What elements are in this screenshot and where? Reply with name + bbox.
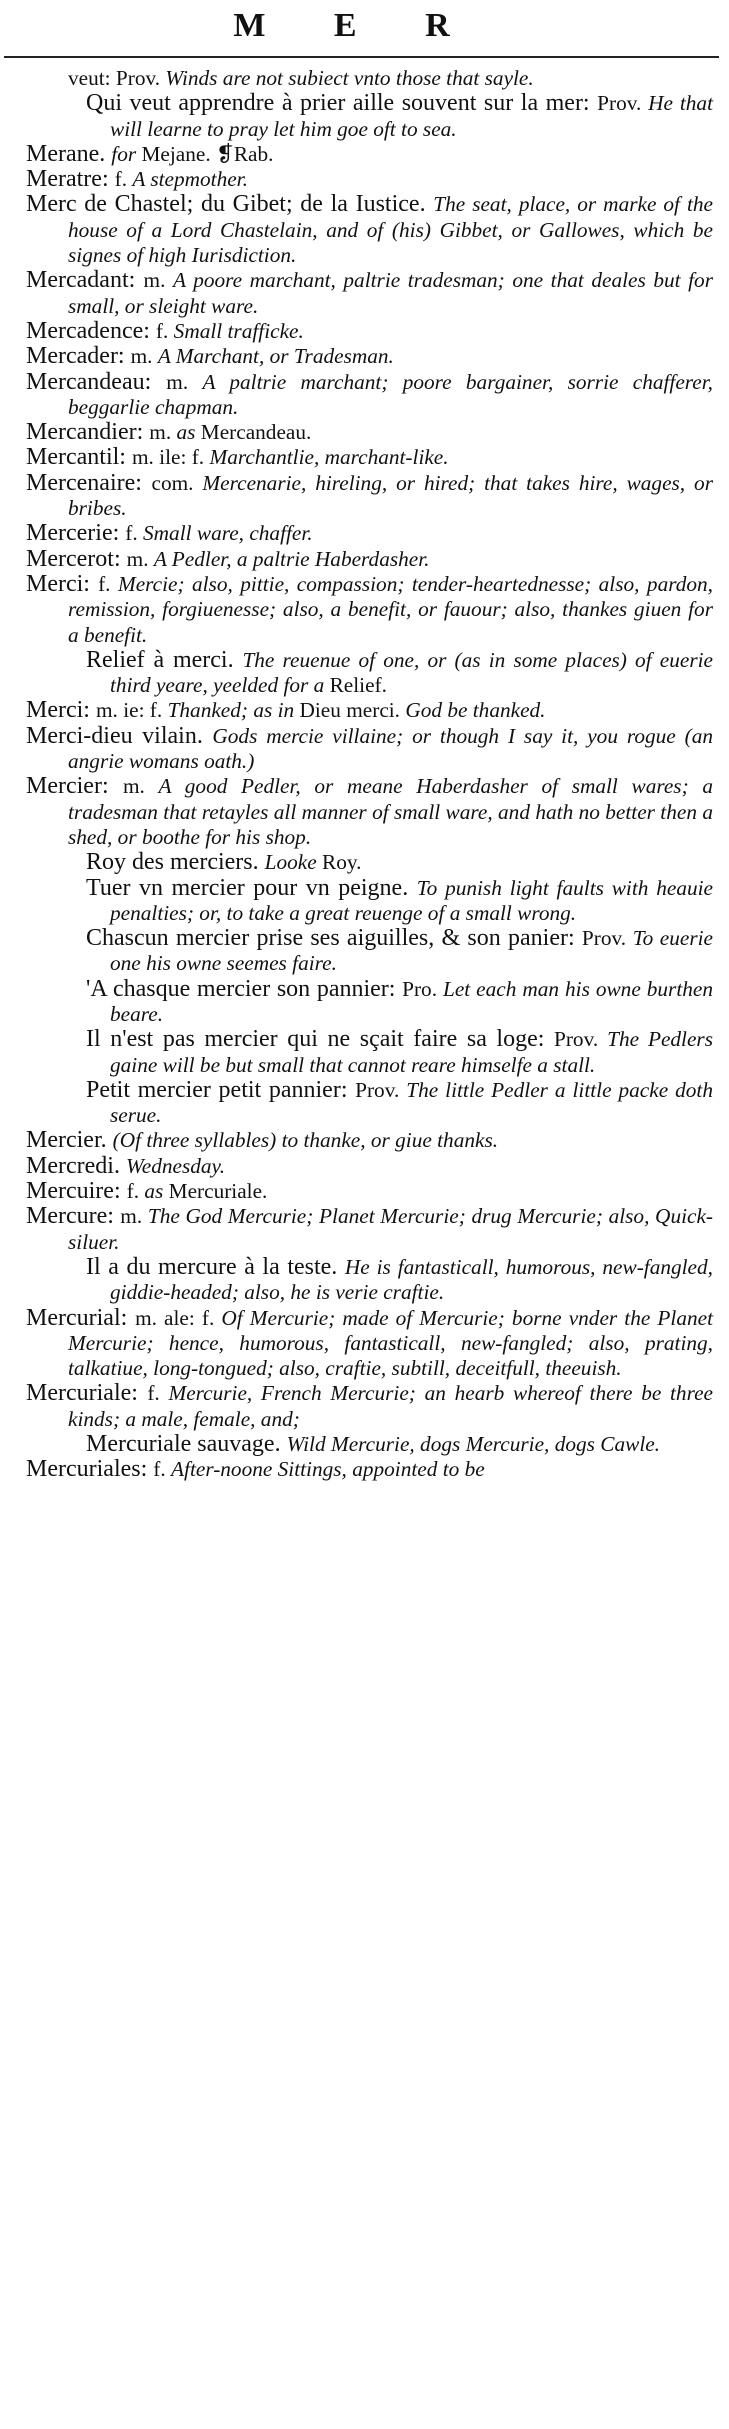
grammar-note: m. ale: f. (135, 1305, 222, 1330)
english-gloss: Thanked; as in (167, 698, 295, 723)
headword: Mercerie: (26, 520, 126, 547)
headword: Merci: (26, 697, 96, 724)
english-gloss: The seat, place, or marke of the house of a Lord Chastelain, and of (his) Gibbet, or Gallowes, which be signes of high Iurisdiction. (68, 192, 713, 268)
english-gloss: as (144, 1179, 164, 1204)
dictionary-entry (26, 1154, 713, 1179)
dictionary-entry (26, 1457, 713, 1482)
english-gloss: Wednesday. (125, 1153, 226, 1178)
headword: Qui veut apprendre à prier aille souvent sur la mer: (86, 90, 598, 117)
grammar-note: Prov. (581, 926, 633, 951)
english-gloss: A poore marchant, paltrie tradesman; one that deales but for small, or sleight ware. (68, 268, 713, 318)
english-gloss: God be thanked. (405, 698, 546, 723)
dictionary-entry (26, 521, 713, 546)
dictionary-entry (68, 1078, 713, 1129)
dictionary-entry (26, 547, 713, 572)
dictionary-entry (26, 192, 713, 268)
grammar-note: m. (130, 344, 158, 369)
dictionary-entry (68, 91, 713, 142)
grammar-note: m. ile: f. (131, 445, 210, 470)
page-title: M E R (233, 7, 480, 44)
english-gloss: To euerie one his owne seemes faire. (110, 926, 714, 976)
dictionary-entry (68, 1027, 713, 1078)
dictionary-entry (68, 66, 713, 91)
grammar-note: Prov. (355, 1077, 407, 1102)
english-gloss: Mercenarie, hireling, or hired; that takes hire, wages, or bribes. (68, 470, 713, 521)
grammar-note: f. (155, 318, 174, 343)
dictionary-entry (26, 1179, 713, 1204)
headword: Mercader: (26, 343, 131, 370)
headword: Mercuriale sauvage. (86, 1431, 287, 1458)
grammar-note: f. (125, 521, 144, 546)
header-rule (4, 56, 719, 58)
english-gloss: A stepmother. (132, 167, 248, 192)
english-gloss: (Of three syllables) to thanke, or giue thanks. (112, 1128, 499, 1153)
grammar-note: m. (122, 774, 159, 799)
dictionary-entry (26, 370, 713, 421)
english-gloss: Gods mercie villaine; or though I say it, you rogue (an angrie womans oath.) (68, 723, 714, 774)
grammar-note: com. (151, 470, 203, 495)
grammar-note: f. (126, 1179, 145, 1204)
grammar-note: f. (98, 571, 118, 596)
english-gloss: He that will learne to pray let him goe oft to sea. (110, 91, 713, 141)
dictionary-entry (26, 1306, 713, 1382)
dictionary-entry (26, 774, 713, 850)
grammar-note: f. (153, 1457, 172, 1482)
english-gloss: Small ware, chaffer. (143, 521, 313, 546)
dictionary-entry (26, 698, 713, 723)
dictionary-entry (26, 344, 713, 369)
grammar-note: Prov. (597, 91, 649, 116)
cross-reference: Relief. (324, 673, 387, 698)
headword: Tuer vn mercier pour vn peigne. (86, 874, 417, 901)
english-gloss: A Marchant, or Tradesman. (157, 344, 394, 369)
headword: Merci: (26, 570, 99, 597)
dictionary-entry (68, 977, 713, 1028)
dictionary-entry (26, 724, 713, 775)
grammar-note: m. (126, 546, 154, 571)
grammar-note: f. (147, 1381, 169, 1406)
headword: Merane. (26, 140, 112, 167)
headword: Merc de Chastel; du Gibet; de la Iustice. (26, 191, 434, 218)
dictionary-entry (68, 1432, 713, 1457)
grammar-note: m. (143, 268, 173, 293)
cross-reference: Roy. (316, 850, 362, 875)
grammar-note: Prov. (554, 1027, 608, 1052)
english-gloss: A Pedler, a paltrie Haberdasher. (153, 546, 430, 571)
dictionary-entry (26, 471, 713, 522)
headword: Mercuire: (26, 1178, 127, 1205)
dictionary-entry (26, 167, 713, 192)
english-gloss: for (111, 141, 137, 166)
cross-reference: Mercandeau. (195, 420, 312, 445)
dictionary-entry (68, 876, 713, 927)
english-gloss: Small trafficke. (173, 318, 304, 343)
english-gloss: Looke (264, 850, 317, 875)
dictionary-entry (26, 142, 713, 167)
dictionary-entry (26, 572, 713, 648)
headword: Mercurial: (26, 1304, 136, 1331)
headword: Relief à merci. (86, 646, 243, 673)
headword: Mercandier: (26, 419, 150, 446)
grammar-note: m. (166, 369, 203, 394)
english-gloss: Wild Mercurie, dogs Mercurie, dogs Cawle. (286, 1432, 661, 1457)
cross-reference: Mejane. ❡Rab. (136, 141, 274, 166)
english-gloss: The reuenue of one, or (as in some places) of euerie third yeare, yeelded for a (110, 647, 713, 698)
grammar-note: veut: Prov. (68, 66, 166, 90)
dictionary-entry (26, 1128, 713, 1153)
english-gloss: To punish light faults with heauie penalties; or, to take a great reuenge of a small wrong. (110, 875, 713, 925)
dictionary-entry (26, 445, 713, 470)
dictionary-entry (26, 1381, 713, 1432)
grammar-note: f. (114, 167, 133, 192)
headword: Mercuriale: (26, 1380, 148, 1407)
dictionary-entry (26, 420, 713, 445)
headword: Mercantil: (26, 444, 132, 471)
english-gloss: The Pedlers gaine will be but small that cannot reare himselfe a stall. (110, 1027, 714, 1077)
english-gloss: A good Pedler, or meane Haberdasher of small wares; a tradesman that retayles all manner of small ware, and hath no better then a shed, or boothe for his shop. (68, 774, 713, 849)
english-gloss: The God Mercurie; Planet Mercurie; drug Mercurie; also, Quick-siluer. (68, 1204, 714, 1254)
headword: 'A chasque mercier son pannier: (86, 975, 403, 1002)
headword: Mercadence: (26, 317, 156, 344)
headword: Mercandeau: (26, 368, 167, 395)
english-gloss: Mercie; also, pittie, compassion; tender-heartednesse; also, pardon, remission, forgiuenesse; also, a benefit, or fauour; also, thankes giuen for a benefit. (68, 571, 713, 647)
headword: Mercerot: (26, 545, 127, 572)
english-gloss: Winds are not subiect vnto those that sayle. (165, 66, 534, 90)
headword: Mercier. (26, 1127, 113, 1154)
english-gloss: The little Pedler a little packe doth serue. (110, 1077, 713, 1128)
english-gloss: Marchantlie, marchant-like. (209, 445, 449, 470)
headword: Mercure: (26, 1203, 121, 1230)
cross-reference: Mercuriale. (163, 1179, 268, 1204)
headword: Mercenaire: (26, 469, 152, 496)
grammar-note: m. (120, 1204, 148, 1229)
headword: Chascun mercier prise ses aiguilles, & son panier: (86, 925, 582, 952)
english-gloss: Of Mercurie; made of Mercurie; borne vnder the Planet Mercurie; hence, humorous, fantasticall, new-fangled; also, prating, talkatiue, long-tongued; also, craftie, subtill, deceitfull, theeuish. (68, 1305, 713, 1381)
dictionary-entry (68, 1255, 713, 1306)
english-gloss: Let each man his owne burthen beare. (110, 976, 713, 1026)
dictionary-entry (68, 850, 713, 875)
headword: Petit mercier petit pannier: (86, 1076, 356, 1103)
headword: Roy des merciers. (86, 849, 265, 876)
dictionary-entry (26, 1204, 713, 1255)
grammar-note: m. ie: f. (95, 698, 168, 723)
headword: Mercuriales: (26, 1456, 154, 1483)
english-gloss: After-noone Sittings, appointed to be (171, 1457, 485, 1482)
grammar-note: Pro. (402, 976, 443, 1001)
dictionary-entry (26, 268, 713, 319)
headword: Mercredi. (26, 1152, 126, 1179)
entries-list (0, 66, 713, 1483)
headword: Il n'est pas mercier qui ne sçait faire sa loge: (86, 1026, 554, 1053)
headword: Il a du mercure à la teste. (86, 1253, 345, 1280)
grammar-note: m. (149, 420, 177, 445)
headword: Mercier: (26, 773, 123, 800)
headword: Mercadant: (26, 267, 144, 294)
dictionary-entry (68, 648, 713, 699)
english-gloss: A paltrie marchant; poore bargainer, sorrie chafferer, beggarlie chapman. (68, 369, 714, 419)
headword: Meratre: (26, 166, 115, 193)
english-gloss: as (176, 420, 196, 445)
english-gloss: Mercurie, French Mercurie; an hearb whereof there be three kinds; a male, female, and; (68, 1381, 713, 1431)
cross-reference: Dieu merci. (294, 698, 406, 723)
dictionary-entry (26, 319, 713, 344)
english-gloss: He is fantasticall, humorous, new-fangled, giddie-headed; also, he is verie craftie. (110, 1254, 713, 1305)
dictionary-entry (68, 926, 713, 977)
headword: Merci-dieu vilain. (26, 722, 213, 749)
